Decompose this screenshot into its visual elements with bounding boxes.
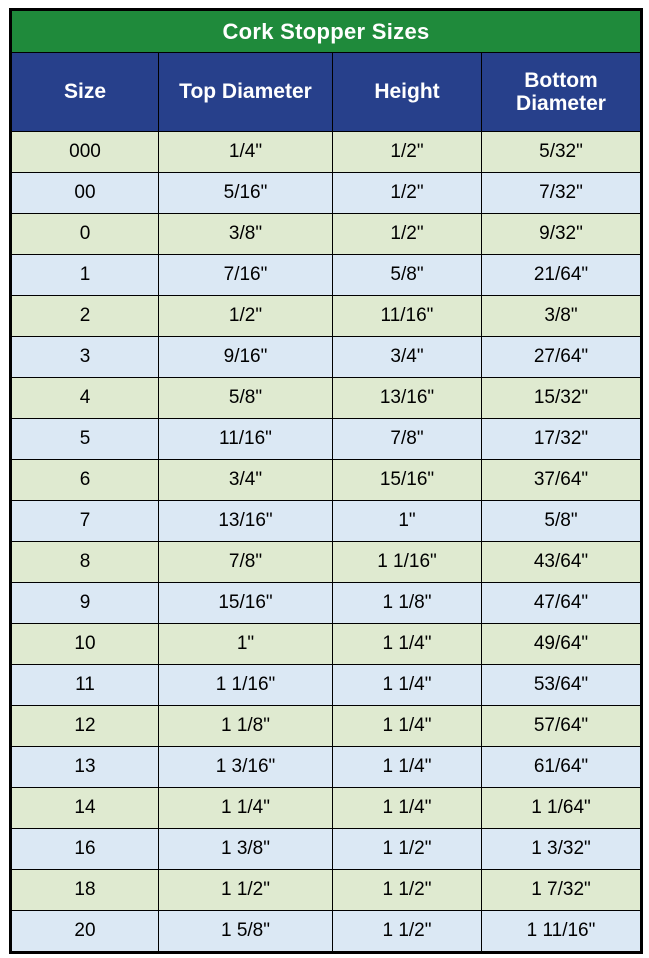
table-header [11,10,642,132]
table-row [11,542,642,583]
cell-height: 1 1/2" [333,870,482,911]
cell-height: 1 1/16" [333,542,482,583]
cell-size: 00 [11,173,159,214]
cell-top-diameter: 1 5/8" [159,911,333,953]
cell-height: 1 1/2" [333,911,482,953]
cell-height: 1 1/4" [333,747,482,788]
cell-height: 1/2" [333,214,482,255]
table-row [11,296,642,337]
cell-bottom-diameter: 27/64" [482,337,642,378]
cell-top-diameter: 5/16" [159,173,333,214]
cell-height: 1 1/2" [333,829,482,870]
cell-bottom-diameter: 1 3/32" [482,829,642,870]
cell-height: 3/4" [333,337,482,378]
cell-bottom-diameter: 15/32" [482,378,642,419]
table-row [11,460,642,501]
cell-size: 0 [11,214,159,255]
column-header-size: Size [11,53,159,132]
table-row [11,788,642,829]
cell-size: 4 [11,378,159,419]
cell-height: 1 1/4" [333,624,482,665]
cell-top-diameter: 1 1/16" [159,665,333,706]
cell-size: 11 [11,665,159,706]
table-row [11,501,642,542]
cell-bottom-diameter: 53/64" [482,665,642,706]
cell-top-diameter: 3/4" [159,460,333,501]
table-title: Cork Stopper Sizes [11,10,642,53]
table-row [11,911,642,953]
cell-top-diameter: 1/4" [159,132,333,173]
table-row [11,255,642,296]
cell-top-diameter: 1 1/2" [159,870,333,911]
cell-bottom-diameter: 47/64" [482,583,642,624]
cell-height: 1/2" [333,132,482,173]
cell-height: 13/16" [333,378,482,419]
cell-height: 15/16" [333,460,482,501]
cell-top-diameter: 15/16" [159,583,333,624]
cell-height: 1 1/4" [333,788,482,829]
table-row [11,624,642,665]
table-row [11,583,642,624]
table-body [11,132,642,953]
cell-top-diameter: 1" [159,624,333,665]
cell-bottom-diameter: 57/64" [482,706,642,747]
cell-size: 14 [11,788,159,829]
cell-bottom-diameter: 7/32" [482,173,642,214]
cell-bottom-diameter: 17/32" [482,419,642,460]
title-row [11,10,642,53]
cell-height: 11/16" [333,296,482,337]
cell-bottom-diameter: 1 7/32" [482,870,642,911]
cell-top-diameter: 1 1/8" [159,706,333,747]
cell-top-diameter: 5/8" [159,378,333,419]
cell-size: 8 [11,542,159,583]
table-row [11,337,642,378]
cell-bottom-diameter: 43/64" [482,542,642,583]
cell-bottom-diameter: 5/8" [482,501,642,542]
cell-bottom-diameter: 3/8" [482,296,642,337]
table-row [11,214,642,255]
cell-size: 3 [11,337,159,378]
cell-top-diameter: 11/16" [159,419,333,460]
cell-height: 7/8" [333,419,482,460]
cell-bottom-diameter: 61/64" [482,747,642,788]
table-row [11,378,642,419]
column-header-row [11,53,642,132]
cell-height: 1 1/8" [333,583,482,624]
cell-size: 16 [11,829,159,870]
table-row [11,706,642,747]
cell-top-diameter: 1/2" [159,296,333,337]
cork-sizes-table [9,8,643,954]
cell-size: 12 [11,706,159,747]
table-row [11,870,642,911]
column-header-bottom-diameter: Bottom Diameter [482,53,642,132]
table-row [11,665,642,706]
cell-top-diameter: 9/16" [159,337,333,378]
cell-size: 6 [11,460,159,501]
cell-top-diameter: 1 3/16" [159,747,333,788]
cell-size: 1 [11,255,159,296]
cell-size: 13 [11,747,159,788]
cell-size: 7 [11,501,159,542]
cell-bottom-diameter: 37/64" [482,460,642,501]
cell-size: 9 [11,583,159,624]
cell-top-diameter: 13/16" [159,501,333,542]
cell-size: 000 [11,132,159,173]
column-header-height: Height [333,53,482,132]
cell-height: 1 1/4" [333,706,482,747]
cell-top-diameter: 7/16" [159,255,333,296]
cell-size: 18 [11,870,159,911]
table-row [11,829,642,870]
cell-height: 1 1/4" [333,665,482,706]
cell-size: 5 [11,419,159,460]
cell-height: 1" [333,501,482,542]
cell-top-diameter: 1 3/8" [159,829,333,870]
cell-bottom-diameter: 21/64" [482,255,642,296]
cell-size: 20 [11,911,159,953]
cell-size: 10 [11,624,159,665]
cell-top-diameter: 3/8" [159,214,333,255]
cell-bottom-diameter: 5/32" [482,132,642,173]
table-row [11,132,642,173]
cell-size: 2 [11,296,159,337]
cell-height: 5/8" [333,255,482,296]
table-row [11,747,642,788]
cell-top-diameter: 7/8" [159,542,333,583]
cell-bottom-diameter: 1 1/64" [482,788,642,829]
cell-bottom-diameter: 9/32" [482,214,642,255]
cell-bottom-diameter: 49/64" [482,624,642,665]
table-row [11,419,642,460]
cell-bottom-diameter: 1 11/16" [482,911,642,953]
column-header-top-diameter: Top Diameter [159,53,333,132]
table-row [11,173,642,214]
cell-top-diameter: 1 1/4" [159,788,333,829]
cell-height: 1/2" [333,173,482,214]
